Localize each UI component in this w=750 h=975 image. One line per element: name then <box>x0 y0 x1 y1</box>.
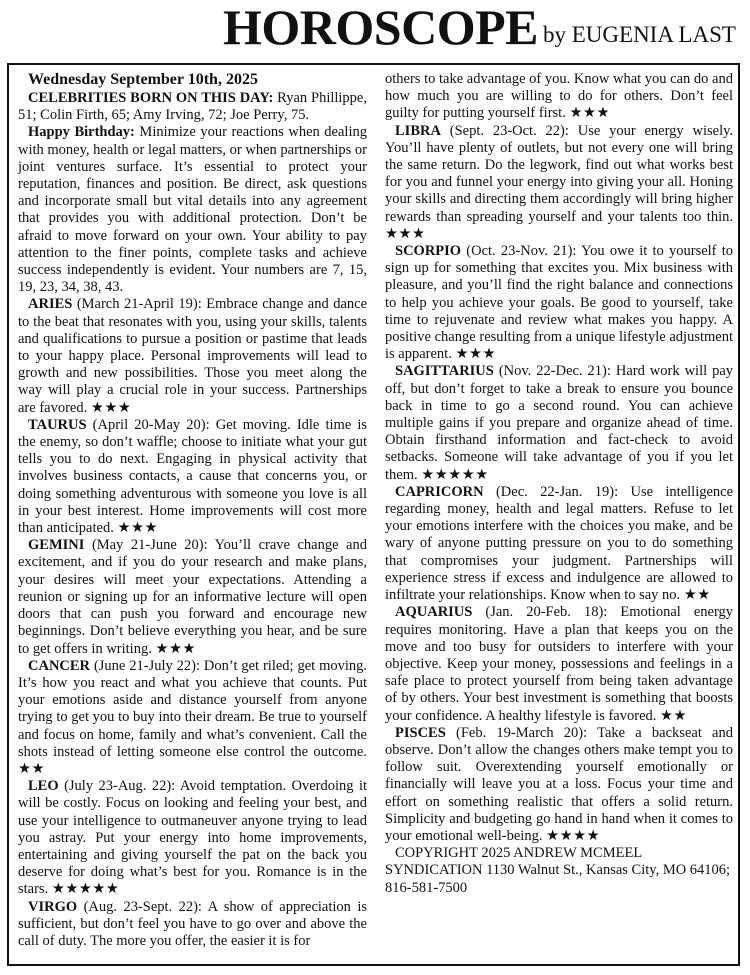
star-rating: ★★★★★ <box>51 881 120 898</box>
sign-name: LIBRA <box>395 122 441 139</box>
star-rating: ★★ <box>18 760 45 777</box>
sign-dates: (June 21-July 22): <box>93 657 200 674</box>
sign-sagittarius <box>385 363 733 483</box>
sign-text: You’ll crave change and excitement, and if you do your research and make plans, your desires will meet your expectations. Attending a reunion or signing up for an informative lecture will open doors that can push you forward and encourage new beginnings. Don’t believe everything you hear, and be sure to get offers in writing. <box>18 537 367 657</box>
sign-name: SAGITTARIUS <box>395 363 494 380</box>
celebrities-label: CELEBRITIES BORN ON THIS DAY: <box>28 90 274 106</box>
sign-name: GEMINI <box>28 537 85 554</box>
sign-text: Take a backseat and observe. Don’t allow the changes others make tempt you to follow suit. Overextending yourself emotionally or financially will leave you at a loss. Focus your time and effort on something realistic that offers a solid return. Simplicity and budgeting go hand in hand when it comes to your emotional well-being. <box>385 724 733 844</box>
sign-scorpio <box>385 243 733 363</box>
star-rating: ★★★★ <box>546 827 601 844</box>
sign-dates: (Jan. 20-Feb. 18): <box>485 604 608 621</box>
sign-dates: (Oct. 23-Nov. 21): <box>466 243 577 260</box>
star-rating: ★★★ <box>155 640 196 657</box>
sign-text-start: A show of appreciation is sufficient, but don’t feel you have to go over and above the call of duty. The more you offer, the easier it is for <box>18 898 368 949</box>
sign-text: Hard work will pay off, but don’t forget to take a break to ensure you bounce back in time to go a second round. You can achieve multiple gains if you prepare and organize ahead of time. Obtain firsthand information and fact-check to avoid setbacks. Someone will take advantage of you if you let them. <box>385 363 734 483</box>
date-heading: Wednesday September 10th, 2025 <box>28 71 258 88</box>
sign-text: Use your energy wisely. You’ll have plenty of outlets, but not every one will bring the same return. Do the legwork, find out what works best for you and funnel your energy into giving your all. Honing your skills and directing them accordingly will bring higher rewards than spreading yourself and your talents too thin. <box>385 122 734 225</box>
birthday-text: Minimize your reactions when dealing with money, health or legal matters, or when partnerships or joint ventures surface. It’s essential to protect your reputation, finances and position. Be direct, ask questions and incorporate small but vital details into any agreement that provides you with additional protection. Don’t be afraid to move forward on your own. Your ability to pay attention to the finer points, complete tasks and achieve success independently is evident. Your numbers are 7, 15, 19, 23, 34, 38, 43. <box>18 124 367 296</box>
sign-libra <box>385 123 733 243</box>
column-left <box>18 71 367 950</box>
sign-name: TAURUS <box>28 416 87 433</box>
sign-dates: (Dec. 22-Jan. 19): <box>495 483 619 500</box>
sign-name: CANCER <box>28 657 91 674</box>
sign-dates: (May 21-June 20): <box>91 537 208 554</box>
star-rating: ★★★ <box>90 399 132 416</box>
sign-aquarius <box>385 604 733 724</box>
sign-text: Avoid temptation. Overdoing it will be costly. Focus on looking and feeling your best, and use your intelligence to outmaneuver anyone trying to lead you astray. Put your energy into home improvements, entertaining and giving yourself the pat on the back you deserve for doing what’s best for you. Romance is in the stars. <box>18 778 368 898</box>
byline: by EUGENIA LAST <box>543 22 736 47</box>
sign-name: SCORPIO <box>395 243 462 260</box>
masthead <box>0 0 750 60</box>
star-rating: ★★ <box>683 587 711 604</box>
sign-text: Get moving. Idle time is the enemy, so don’t waffle; choose to initiate what your gut tells you to do next. Engaging in physical activity that involves business contacts, a cause that concerns you, or doing something adventurous with someone you love is all in your best interest. Home improvements will cost more than anticipated. <box>18 416 368 537</box>
birthday-label: Happy Birthday: <box>28 124 135 141</box>
sign-virgo <box>18 899 367 951</box>
sign-dates: (July 23-Aug. 22): <box>64 778 176 795</box>
star-rating: ★★★ <box>569 105 610 122</box>
sign-name: LEO <box>28 778 59 795</box>
sign-dates: (Nov. 22-Dec. 21): <box>498 363 611 380</box>
page-title: HOROSCOPE <box>223 0 538 55</box>
column-right <box>385 71 733 897</box>
sign-name: AQUARIUS <box>395 604 473 621</box>
sign-name: ARIES <box>28 296 73 313</box>
star-rating: ★★★ <box>385 225 426 242</box>
sign-dates: (Feb. 19-March 20): <box>456 724 588 741</box>
copyright-notice: COPYRIGHT 2025 ANDREW MCMEEL SYNDICATION 1130 Walnut St., Kansas City, MO 64106; 816-581-7500 <box>385 845 731 896</box>
star-rating: ★★★ <box>117 520 158 537</box>
sign-virgo-continued <box>385 71 733 123</box>
sign-name: CAPRICORN <box>395 483 484 500</box>
birthday-paragraph <box>18 124 367 296</box>
sign-pisces <box>385 725 733 845</box>
sign-text-end: others to take advantage of you. Know what you can do and how much you are willing to do for others. Don’t feel guilty for putting yourself first. <box>385 71 733 122</box>
sign-taurus <box>18 417 367 537</box>
star-rating: ★★★★★ <box>421 466 489 483</box>
sign-text: Embrace change and dance to the beat that resonates with you, using your skills, talents and qualifications to pursue a position or pastime that leads to your happy place. Personal improvements will lead to growth and new possibilities. Those you meet along the way will play a crucial role in your success. Partnerships are favored. <box>18 296 368 416</box>
star-rating: ★★★ <box>455 346 496 363</box>
sign-gemini <box>18 537 367 657</box>
sign-text: Don’t get riled; get moving. It’s how you react and what you achieve that counts. Put your emotions aside and distance yourself from anyone trying to get you to buy into their dream. Be true to yourself and focus on home, family and what’s convenient. Call the shots instead of letting someone else control the outcome. <box>18 657 368 760</box>
sign-cancer <box>18 658 367 778</box>
sign-name: PISCES <box>395 724 446 741</box>
sign-leo <box>18 778 367 898</box>
horoscope-box <box>7 63 740 966</box>
sign-text: Use intelligence regarding money, health and legal matters. Refuse to let your emotions interfere with the choices you make, and be wary of anyone putting pressure on you to do something that compromises your judgment. Partnerships will experience stress if excess and indulgence are allowed to infiltrate your relationships. Know when to say no. <box>385 483 734 604</box>
sign-dates: (Aug. 23-Sept. 22): <box>83 898 202 915</box>
star-rating: ★★ <box>660 707 688 724</box>
sign-capricorn <box>385 484 733 604</box>
celebrities-paragraph <box>18 90 367 124</box>
sign-dates: (March 21-April 19): <box>76 296 202 313</box>
sign-text: Emotional energy requires monitoring. Have a plan that keeps you on the move and too busy for outsiders to interfere with your objective. Keep your money, possessions and feelings in a safe place to protect yourself from being taken advantage of by others. Your best investment is something that boosts your confidence. A healthy lifestyle is favored. <box>385 604 734 724</box>
celebrities-text: Ryan Phillippe, 51; Colin Firth, 65; Amy Irving, 72; Joe Perry, 75. <box>18 90 367 124</box>
sign-name: VIRGO <box>28 898 78 915</box>
sign-aries <box>18 296 367 416</box>
sign-text: You owe it to yourself to sign up for something that excites you. Mix business with pleasure, and you’ll find the right balance and connections to help you achieve your goals. Be good to yourself, take time to rejuvenate and review what makes you happy. A positive change resulting from a unique lifestyle adjustment is apparent. <box>385 243 734 363</box>
sign-dates: (April 20-May 20): <box>92 416 210 433</box>
sign-dates: (Sept. 23-Oct. 22): <box>449 122 569 139</box>
